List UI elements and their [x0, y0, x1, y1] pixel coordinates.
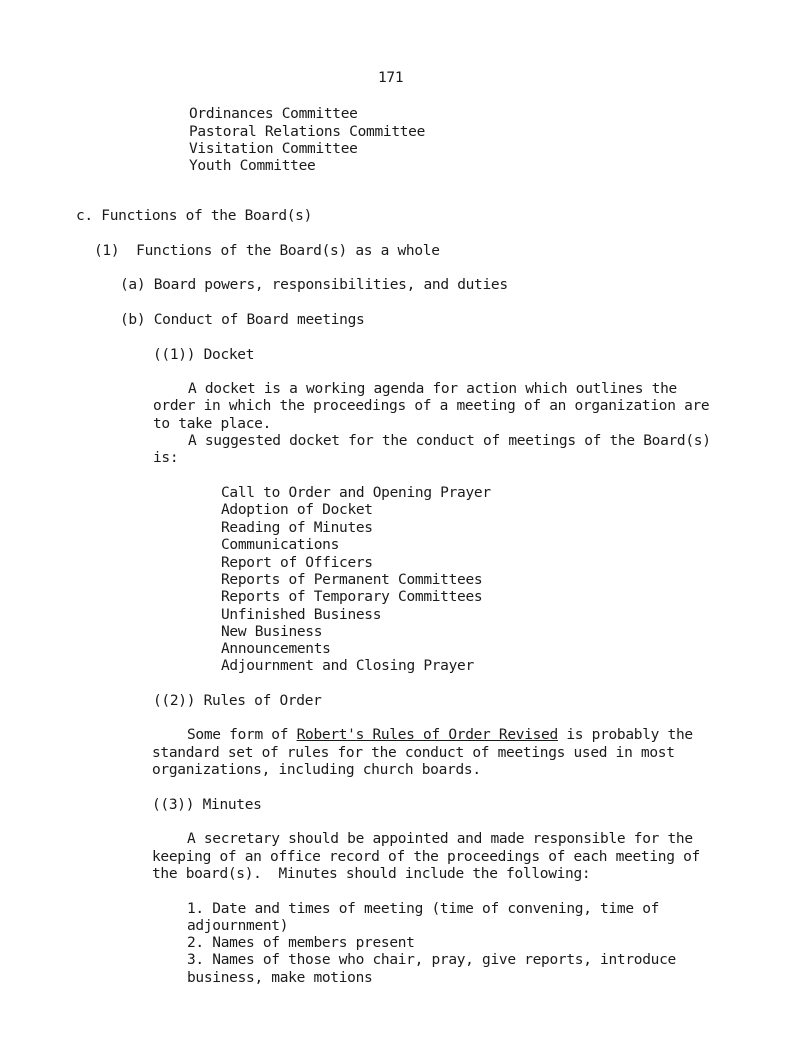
docket-list-item: Report of Officers [221, 555, 373, 571]
rules-text: is probably the [557, 727, 693, 743]
item-heading-minutes: ((3)) Minutes [152, 797, 262, 813]
minutes-list-line: 3. Names of those who chair, pray, give reports, introduce [187, 952, 676, 968]
docket-list-item: Reports of Permanent Committees [221, 572, 483, 588]
docket-list-item: Reports of Temporary Committees [221, 589, 483, 605]
item-heading-rules-of-order: ((2)) Rules of Order [153, 693, 322, 709]
docket-list-item: Communications [221, 537, 340, 553]
subsection-heading-1: (1) Functions of the Board(s) as a whole [94, 243, 440, 259]
committee-item: Pastoral Relations Committee [189, 124, 426, 140]
docket-paragraph-line: A docket is a working agenda for action which outlines the [188, 381, 677, 397]
minutes-list-line: adjournment) [187, 918, 289, 934]
docket-list-item: New Business [221, 624, 323, 640]
docket-list-item: Call to Order and Opening Prayer [221, 485, 491, 501]
minutes-paragraph-line: keeping of an office record of the proceedings of each meeting of [152, 849, 700, 865]
minutes-paragraph-line: A secretary should be appointed and made responsible for the [187, 831, 693, 847]
committee-item: Youth Committee [189, 158, 316, 174]
rules-text: Some form of [187, 727, 297, 743]
minutes-paragraph-line: the board(s). Minutes should include the following: [152, 866, 591, 882]
section-heading-c: c. Functions of the Board(s) [76, 208, 313, 224]
committee-item: Visitation Committee [189, 141, 358, 157]
minutes-list-line: 1. Date and times of meeting (time of convening, time of [187, 901, 660, 917]
rules-paragraph-line: standard set of rules for the conduct of meetings used in most [152, 745, 675, 761]
subsection-heading-a: (a) Board powers, responsibilities, and duties [120, 277, 508, 293]
docket-list-item: Adoption of Docket [221, 502, 373, 518]
rules-paragraph-line: organizations, including church boards. [152, 762, 481, 778]
item-heading-docket: ((1)) Docket [153, 347, 255, 363]
minutes-list-line: 2. Names of members present [187, 935, 415, 951]
docket-list-item: Adjournment and Closing Prayer [221, 658, 474, 674]
docket-paragraph-line: A suggested docket for the conduct of meetings of the Board(s) [188, 433, 711, 449]
book-title: Robert's Rules of Order Revised [296, 727, 558, 743]
docket-paragraph-line: order in which the proceedings of a meeting of an organization are [153, 398, 710, 414]
docket-paragraph-line: to take place. [153, 416, 272, 432]
rules-paragraph-line [187, 727, 693, 744]
docket-list-item: Announcements [221, 641, 331, 657]
minutes-list-line: business, make motions [187, 970, 373, 986]
docket-paragraph-line: is: [153, 450, 179, 466]
subsection-heading-b: (b) Conduct of Board meetings [120, 312, 365, 328]
committee-item: Ordinances Committee [189, 106, 358, 122]
docket-list-item: Reading of Minutes [221, 520, 373, 536]
page-number: 171 [378, 70, 404, 86]
docket-list-item: Unfinished Business [221, 607, 382, 623]
